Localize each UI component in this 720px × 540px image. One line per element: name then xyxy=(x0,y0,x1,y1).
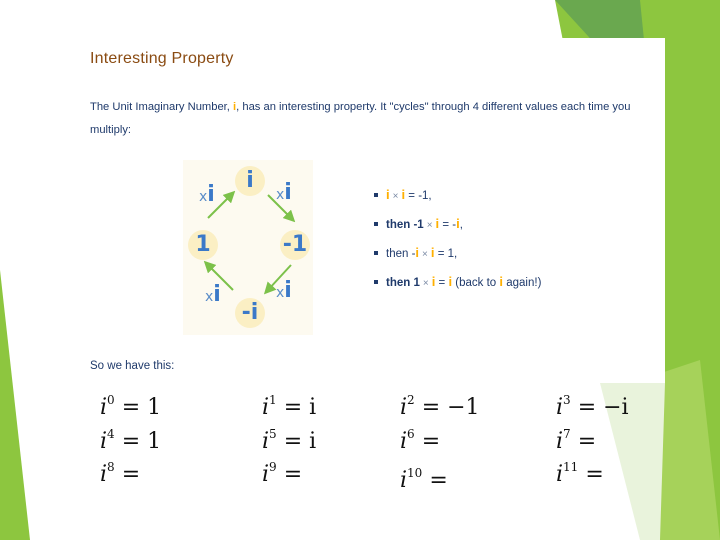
equation-i6: $i^6$ = xyxy=(400,427,441,454)
slide-title: Interesting Property xyxy=(90,50,234,67)
intro-after: , has an interesting property. It "cycles" through 4 different values each time you multiply: xyxy=(90,101,631,136)
mult-label-top-right: xi xyxy=(276,180,292,205)
cycle-steps-list xyxy=(370,182,541,298)
step-2: then -1 × i = -i, xyxy=(370,211,541,240)
node-right: -1 xyxy=(280,230,310,260)
step-4: then 1 × i = i (back to i again!) xyxy=(370,269,541,298)
green-band-left xyxy=(0,270,30,540)
node-top: i xyxy=(235,166,265,196)
step-1: i × i = -1, xyxy=(370,182,541,211)
mult-label-bottom-left: xi xyxy=(205,282,221,307)
equation-i9: $i^9$ = xyxy=(262,460,303,487)
equation-i2: $i^2 = -1$ xyxy=(400,393,480,420)
equation-i5: $i^5 = i$ xyxy=(262,427,317,454)
equation-i8: $i^8$ = xyxy=(100,460,141,487)
cycle-diagram xyxy=(183,160,313,335)
mult-label-bottom-right: xi xyxy=(276,278,292,303)
step-3: then -i × i = 1, xyxy=(370,240,541,269)
equation-i4: $i^4 = 1$ xyxy=(100,427,162,454)
so-we-have-label: So we have this: xyxy=(90,360,175,372)
equation-i0: $i^0 = 1$ xyxy=(100,393,162,420)
equation-i1: $i^1 = i$ xyxy=(262,393,317,420)
equation-i11: $i^{11}$ = xyxy=(556,460,604,487)
node-bottom: -i xyxy=(235,298,265,328)
intro-before: The Unit Imaginary Number, xyxy=(90,101,234,113)
mult-label-top-left: xi xyxy=(199,182,215,207)
node-left: 1 xyxy=(188,230,218,260)
intro-symbol: i xyxy=(233,101,237,113)
equation-i3: $i^3 = -i$ xyxy=(556,393,629,420)
intro-paragraph xyxy=(90,96,650,142)
equation-i7: $i^7$ = xyxy=(556,427,597,454)
equation-i10: $i^{10}$ = xyxy=(400,466,448,493)
